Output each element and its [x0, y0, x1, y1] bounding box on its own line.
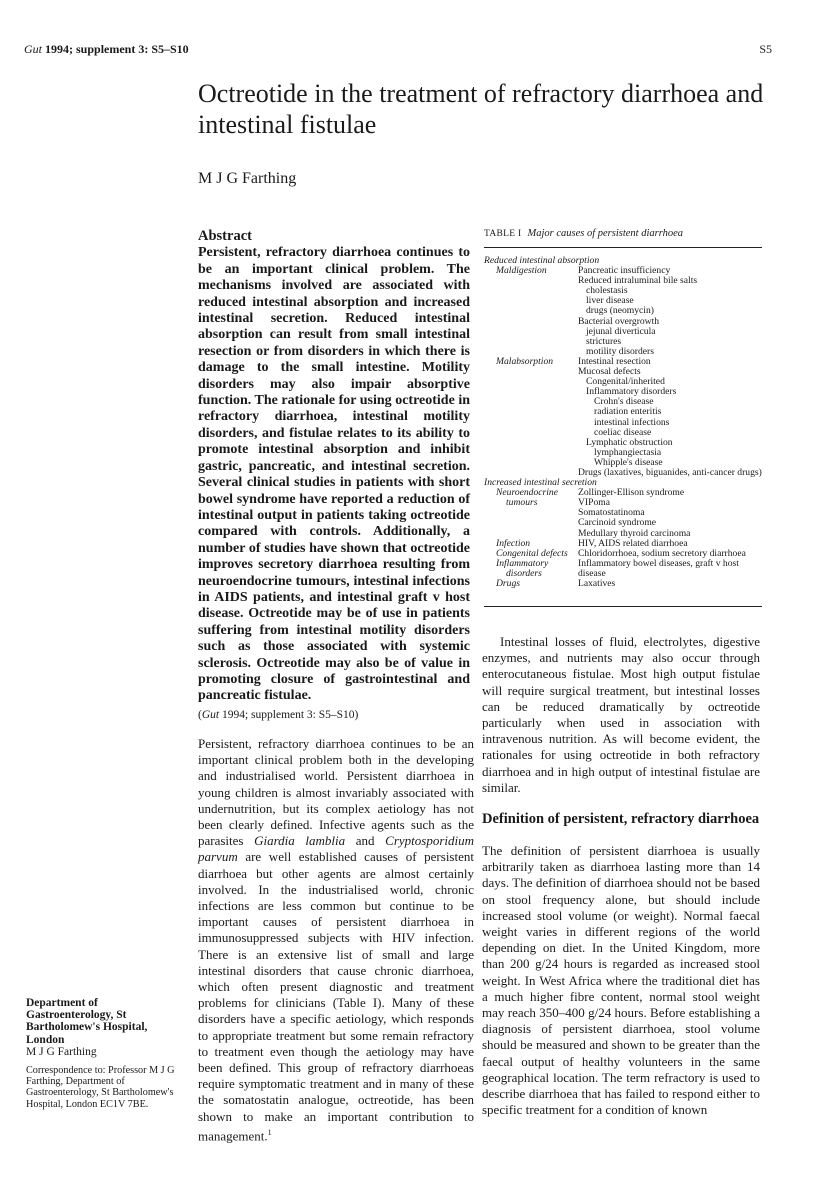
table-body	[484, 256, 762, 589]
table-category: tumours	[506, 497, 538, 509]
abstract	[198, 228, 470, 723]
table-item: Congenital/inherited	[586, 376, 665, 388]
table-row	[484, 407, 762, 417]
abstract-body: Persistent, refractory diarrhoea continues to be an important clinical problem. The mechanisms involved are associated with reduced intestinal absorption and increased intestinal secretion. Reduced intestinal absorption can result from small intestinal resection or from disorders in which there is damage to the small intestine. Motility disorders may also impair absorptive function. The rationale for using octreotide in refractory diarrhoea, intestinal motility disorders, and fistulae relates to its ability to promote intestinal absorption and inhibit gastric, pancreatic, and intestinal secretion. Several clinical studies in patients with short bowel syndrome have reported a reduction of intestinal output in patients taking octreotide compared with controls. Additionally, a number of studies have shown that octreotide improves secretory diarrhoea resulting from neuroendocrine tumours, intestinal infections in AIDS patients, and intestinal graft v host disease. Octreotide may be of use in patients suffering from intestinal motility disorders such as those associated with systemic sclerosis. Octreotide may also be of value in promoting closure of gastrointestinal and pancreatic fistulae.	[198, 245, 470, 704]
table-category-line: disorders	[506, 567, 542, 579]
table-category	[496, 559, 576, 579]
table-top-rule	[484, 247, 762, 248]
table-item: cholestasis	[586, 285, 628, 297]
table-item: Chloridorrhoea, sodium secretory diarrhoea	[578, 547, 746, 559]
table-item: drugs (neomycin)	[586, 305, 654, 317]
intro-crypto: Cryptosporidium parvum	[198, 833, 474, 865]
table-category: Maldigestion	[496, 265, 547, 277]
table-item: strictures	[586, 335, 622, 347]
correspondence: Correspondence to: Professor M J G Farthing, Department of Gastroenterology, St Bartholomew's Hospital, London EC1V 7BE.	[26, 1065, 175, 1110]
abstract-citation-rest: 1994; supplement 3: S5–S10)	[221, 708, 359, 721]
table-item: Drugs (laxatives, biguanides, anti-cancer drugs)	[578, 466, 762, 478]
table-item: intestinal infections	[594, 416, 670, 428]
section-heading: Definition of persistent, refractory diarrhoea	[482, 811, 760, 827]
table-row	[484, 579, 762, 589]
intro-paragraph	[198, 736, 474, 1144]
affiliation-department: Department of Gastroenterology, St Bartholomew's Hospital, London	[26, 997, 148, 1046]
table-item: Whipple's disease	[594, 456, 663, 468]
abstract-citation-journal: Gut	[201, 708, 220, 721]
table-item: Inflammatory bowel diseases, graft v host disease	[578, 557, 739, 579]
table-item: Medullary thyroid carcinoma	[578, 527, 691, 539]
abstract-heading: Abstract	[198, 228, 252, 244]
article-author: M J G Farthing	[198, 170, 297, 187]
journal-citation: 1994; supplement 3: S5–S10	[45, 42, 189, 56]
table-item: HIV, AIDS related diarrhoea	[578, 537, 688, 549]
table-category: Drugs	[496, 578, 520, 589]
intro-reference: 1	[267, 1127, 272, 1137]
table-caption	[484, 228, 762, 239]
definition-paragraph: The definition of persistent diarrhoea is usually arbitrarily taken as diarrhoea lasting more than 14 days. The definition of diarrhoea should not be based on stool frequency alone, but should include increased stool volume (or weight). Normal faecal weight varies in different regions of the world depending on diet. In the United Kingdom, more than 200 g/24 hours is regarded as increased stool weight. In West Africa where the traditional diet has a much higher fibre content, normal stool weight may reach 350–400 g/24 hours. Before establishing a diagnosis of persistent diarrhoea, stool volume should be measured and shown to be greater than the faecal output of healthy volunteers in the same geographical location. The term refractory is used to describe diarrhoea that has failed to respond either to specific treatment for a condition of known	[482, 843, 760, 1118]
intro-and: and	[345, 833, 386, 849]
table-category-line: Inflammatory	[496, 557, 549, 569]
intro-giardia: Giardia lamblia	[254, 833, 346, 849]
table-item: Reduced intraluminal bile salts	[578, 275, 698, 287]
abstract-citation: (Gut 1994; supplement 3: S5–S10)	[198, 708, 359, 721]
fistulae-paragraph: Intestinal losses of fluid, electrolytes, digestive enzymes, and nutrients may also occur through enterocutaneous fistulae. Most high output fistulae will require surgical treatment, but intestinal losses can be reduced dramatically by octreotide particularly when used in association with intravenous nutrition. As will become evident, the rationales for using octreotide in both refractory diarrhoea and in high output of intestinal fistulae are similar.	[482, 634, 760, 795]
table-item: Pancreatic insufficiency	[578, 265, 671, 277]
table-item: Zollinger-Ellison syndrome	[578, 487, 685, 499]
table-category: Neuroendocrine	[496, 487, 558, 499]
table-item: lymphangiectasia	[594, 446, 662, 458]
table-category: Malabsorption	[496, 355, 554, 367]
table-item: jejunal diverticula	[586, 325, 656, 337]
table-category: Infection	[496, 537, 531, 549]
affiliation	[26, 997, 186, 1058]
table-row	[484, 468, 762, 478]
table-item: Carcinoid syndrome	[578, 517, 657, 529]
table-category: Congenital defects	[496, 547, 568, 559]
table-row	[484, 327, 762, 337]
table-item: coeliac disease	[594, 426, 652, 438]
intro-text-1: Persistent, refractory diarrhoea continues to be an important clinical problem both in the developing and industrialised world. Persistent diarrhoea in young children is almost invariably associated with undernutrition, but its complex aetiology has not been clearly defined. Infective agents such as the parasites	[198, 736, 474, 849]
table-item: Crohn's disease	[594, 396, 654, 408]
table-item: Mucosal defects	[578, 366, 641, 378]
table-section-absorption: Reduced intestinal absorption	[484, 255, 600, 266]
table-item: Laxatives	[578, 578, 616, 589]
table-label: TABLE I	[484, 229, 522, 239]
table-title: Major causes of persistent diarrhoea	[527, 228, 684, 239]
table-item: liver disease	[586, 295, 634, 307]
table-item: Inflammatory disorders	[586, 386, 677, 398]
table-item: radiation enteritis	[594, 406, 662, 418]
table-item: VIPoma	[578, 497, 610, 509]
table-item: Intestinal resection	[578, 355, 651, 367]
table-item: Bacterial overgrowth	[578, 315, 660, 327]
table-item: Lymphatic obstruction	[586, 436, 673, 448]
page-number: S5	[759, 42, 772, 56]
intro-text-2: are well established causes of persistent diarrhoea but other agents are almost certainly involved. In the industrialised world, chronic infections are less common but continue to be important causes of persistent diarrhoea in immunosuppressed subjects with HIV infection. There is an extensive list of small and large intestinal disorders that cause chronic diarrhoea, which often present diagnostic and treatment problems for clinicians (Table I). Many of these disorders have a specific aetiology, which responds to appropriate treatment but some remain refractory to treatment even though the aetiology may have been defined. This group of refractory diarrhoeas require symptomatic treatment and in many of these the somatostatin analogue, octreotide, has been shown to make an important contribution to management.	[198, 849, 474, 1144]
running-header	[24, 42, 189, 57]
journal-name: Gut	[24, 42, 42, 56]
article-title: Octreotide in the treatment of refractory diarrhoea and intestinal fistulae	[198, 79, 764, 139]
table-section-secretion: Increased intestinal secretion	[484, 477, 597, 489]
table-item: motility disorders	[586, 345, 654, 357]
affiliation-name: M J G Farthing	[26, 1045, 97, 1058]
table-item: Somatostatinoma	[578, 507, 645, 519]
table-bottom-rule	[484, 606, 762, 607]
table-row	[484, 559, 762, 579]
